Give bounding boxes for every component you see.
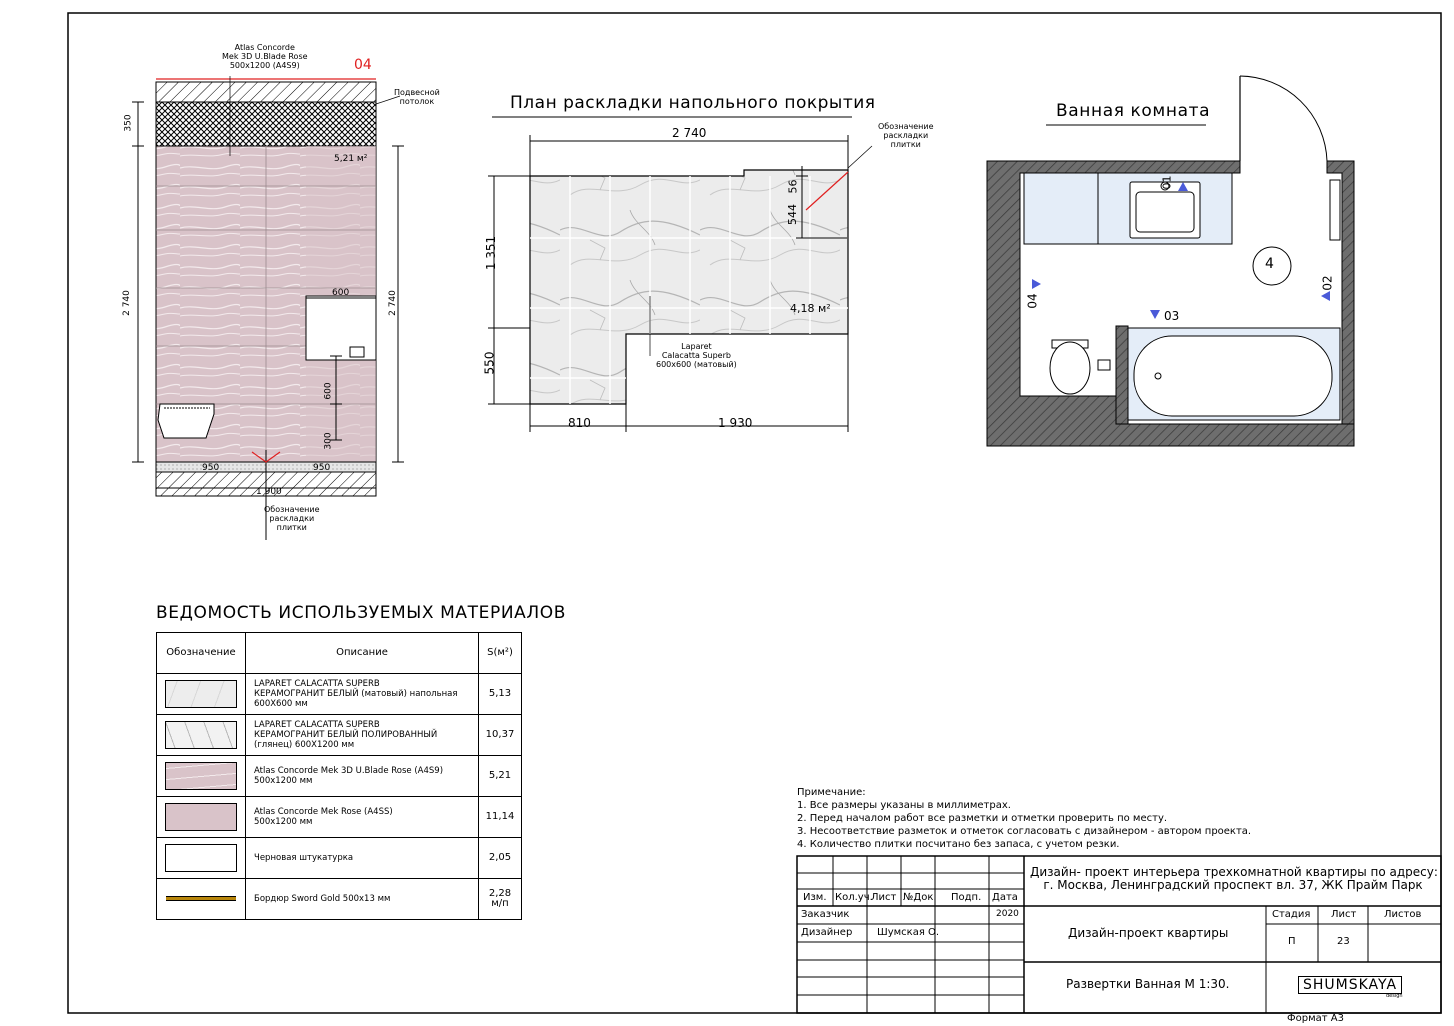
view-marker-04 — [1032, 279, 1041, 289]
view-label-04: 04 — [1025, 293, 1040, 309]
stamp-col-koluch: Кол.уч. — [835, 892, 873, 903]
table-row — [157, 838, 522, 879]
dim-top: 2 740 — [672, 126, 707, 140]
stamp-sheet-label: Лист — [1331, 909, 1357, 920]
stamp-sheet-value: 23 — [1337, 936, 1350, 947]
stamp-sheet-title: Развертки Ванная М 1:30. — [1066, 977, 1230, 991]
partition — [1116, 326, 1128, 424]
stamp-designer-label: Дизайнер — [801, 927, 853, 938]
towel-rail-icon — [1330, 180, 1340, 240]
material-desc: Atlas Concorde Mek Rose (A4SS) 500x1200 мм — [246, 797, 479, 838]
material-desc: LAPARET CALACATTA SUPERB КЕРАМОГРАНИТ БЕЛЫЙ (матовый) напольная 600X600 мм — [246, 674, 479, 715]
niche — [306, 296, 376, 360]
bathroom-plan — [987, 76, 1354, 446]
stamp-project: Дизайн- проект интерьера трехкомнатной квартиры по адресу: г. Москва, Ленинградский проспект вл. 37, ЖК Прайм Парк — [1030, 865, 1438, 892]
door-swing — [1240, 76, 1327, 161]
stamp-customer-year: 2020 — [996, 909, 1019, 919]
vanity-counter — [1024, 173, 1232, 244]
dim-ceiling: 350 — [123, 114, 134, 132]
table-row — [157, 797, 522, 838]
elevation-material-label: Atlas Concorde Mek 3D U.Blade Rose 500x1200 (A4S9) — [222, 43, 308, 70]
table-row — [157, 715, 522, 756]
floor-area: 4,18 м² — [790, 302, 831, 315]
room-number: 4 — [1265, 256, 1274, 272]
shumskaya-logo: SHUMSKAYA — [1298, 976, 1402, 994]
bathroom-title: Ванная комната — [1056, 101, 1211, 121]
table-row — [157, 756, 522, 797]
dim-left-lower: 550 — [482, 351, 497, 375]
notes-heading: Примечание: — [797, 787, 866, 798]
note-item: 2. Перед началом работ все разметки и отметки проверить по месту. — [797, 813, 1168, 824]
floor-layout-mark-label: Обозначение раскладки плитки — [878, 122, 934, 149]
dim-bottom-left: 810 — [568, 416, 591, 430]
col-area: S(м²) — [479, 633, 522, 674]
view-number: 04 — [354, 57, 372, 73]
material-area: 10,37 — [479, 715, 522, 756]
stamp-doc-title: Дизайн-проект квартиры — [1068, 926, 1229, 940]
materials-table — [156, 632, 522, 920]
stamp-sheets-label: Листов — [1384, 909, 1422, 920]
table-row — [157, 879, 522, 920]
stamp-col-list: Лист — [871, 892, 897, 903]
floor-tile-label: Laparet Calacatta Superb 600x600 (матовый) — [656, 342, 737, 369]
wall-elevation — [132, 76, 404, 540]
material-area: 5,13 — [479, 674, 522, 715]
view-label-02: 02 — [1320, 275, 1335, 291]
view-label-03: 03 — [1164, 309, 1180, 323]
swatch-plaster — [165, 844, 237, 872]
wall-hung-toilet-icon — [158, 404, 214, 438]
notes-block — [797, 786, 1251, 851]
material-area: 2,05 — [479, 838, 522, 879]
table-row — [157, 674, 522, 715]
col-symbol: Обозначение — [157, 633, 246, 674]
view-marker-02 — [1321, 291, 1330, 301]
dim-left-upper: 1 351 — [484, 235, 499, 271]
dim-bottom-right: 1 930 — [718, 416, 753, 430]
note-item: 3. Несоответствие разметок и отметок согласовать с дизайнером - автором проекта. — [797, 826, 1252, 837]
stamp-col-izm: Изм. — [803, 892, 827, 903]
stamp-col-podp: Подп. — [951, 892, 982, 903]
stamp-designer-name: Шумская О. — [877, 927, 940, 938]
slab-top — [156, 82, 376, 102]
dim-niche-width: 600 — [332, 288, 350, 298]
note-item: 1. Все размеры указаны в миллиметрах. — [797, 800, 1011, 811]
material-area: 2,28 м/п — [479, 879, 522, 920]
dim-height-right: 2 740 — [387, 290, 398, 316]
ceiling-label: Подвесной потолок — [394, 88, 440, 106]
stamp-stage-value: П — [1288, 936, 1296, 947]
view-label-01: 01 — [1160, 175, 1174, 190]
stamp-col-ndok: №Док. — [903, 892, 937, 903]
swatch-rose-plain — [165, 803, 237, 831]
stamp-col-data: Дата — [992, 892, 1018, 903]
stamp-stage-label: Стадия — [1272, 909, 1311, 920]
swatch-marble-polished — [165, 721, 237, 749]
stamp-customer-label: Заказчик — [801, 909, 850, 920]
dim-bottom: 300 — [323, 432, 334, 450]
suspended-ceiling — [156, 102, 376, 146]
swatch-rose-wave — [165, 762, 237, 790]
material-desc: Бордюр Sword Gold 500x13 мм — [246, 879, 479, 920]
dim-1900: 1 900 — [256, 487, 282, 497]
dim-950-left: 950 — [202, 463, 220, 473]
toilet-icon — [1050, 342, 1090, 394]
materials-heading: ВЕДОМОСТЬ ИСПОЛЬЗУЕМЫХ МАТЕРИАЛОВ — [156, 603, 566, 623]
material-desc: Черновая штукатурка — [246, 838, 479, 879]
material-area: 5,21 — [479, 756, 522, 797]
dim-950-right: 950 — [313, 463, 331, 473]
elevation-layout-mark-label: Обозначение раскладки плитки — [264, 505, 320, 532]
material-desc: LAPARET CALACATTA SUPERB КЕРАМОГРАНИТ БЕЛЫЙ ПОЛИРОВАННЫЙ (глянец) 600X1200 мм — [246, 715, 479, 756]
dim-544: 544 — [786, 204, 799, 225]
swatch-border-gold — [166, 896, 236, 901]
dim-height-left: 2 740 — [121, 290, 132, 316]
material-area: 11,14 — [479, 797, 522, 838]
note-item: 4. Количество плитки посчитано без запаса, с учетом резки. — [797, 839, 1120, 850]
floor-plan-title: План раскладки напольного покрытия — [510, 93, 876, 113]
elevation-area: 5,21 м² — [334, 154, 368, 164]
col-desc: Описание — [246, 633, 479, 674]
view-marker-03 — [1150, 310, 1160, 319]
dim-niche-height: 600 — [323, 382, 334, 400]
floor-tile-plan — [488, 117, 872, 432]
dim-56: 56 — [786, 179, 800, 194]
bathtub-basin — [1134, 336, 1332, 416]
swatch-marble-matte — [165, 680, 237, 708]
logo-sub: design — [1386, 993, 1403, 999]
format-label: Формат А3 — [1287, 1013, 1344, 1024]
material-desc: Atlas Concorde Mek 3D U.Blade Rose (A4S9) 500x1200 мм — [246, 756, 479, 797]
faucet-icon — [350, 347, 364, 357]
